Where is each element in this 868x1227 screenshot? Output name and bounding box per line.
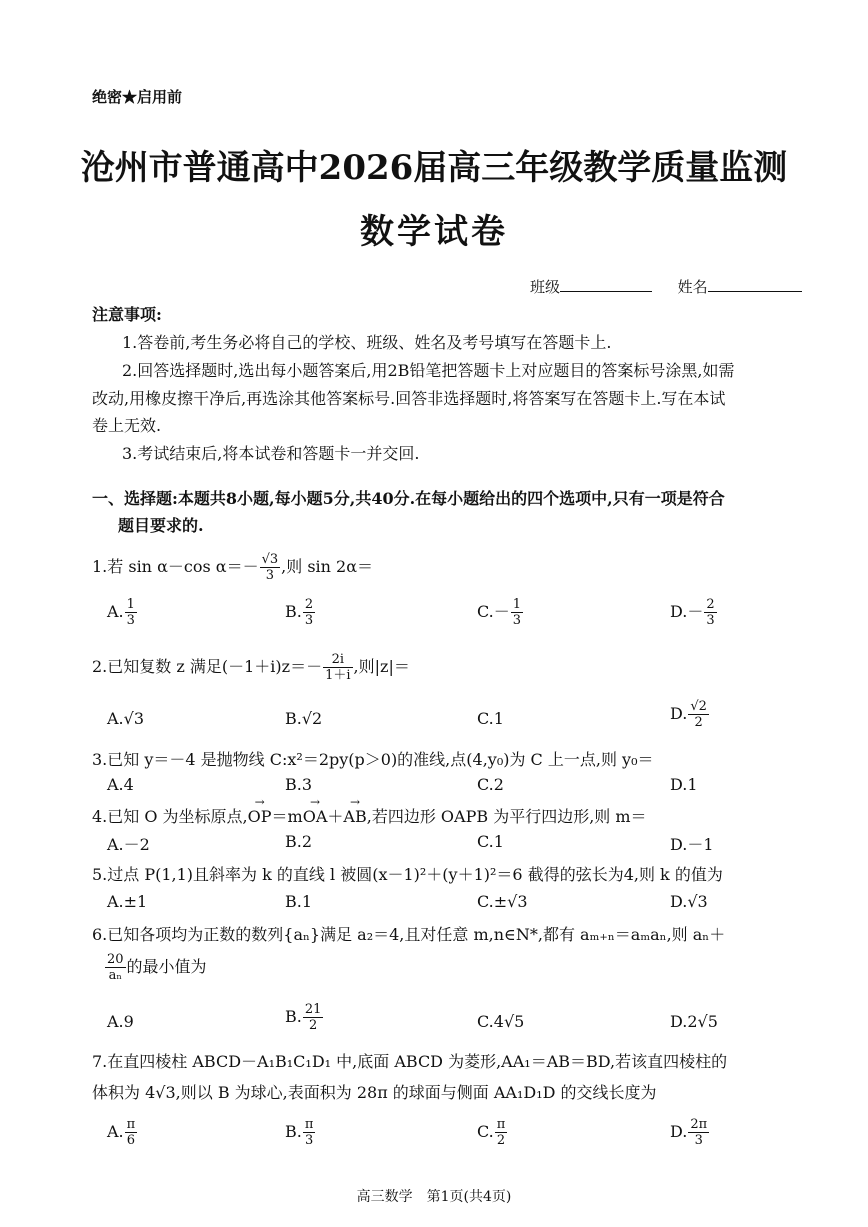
student-fields [530,276,802,297]
name-label: 姓名 [677,278,708,296]
question-3-option-d: D.1 [670,775,698,794]
question-4-stem: 4.已知 O 为坐标原点,→ OP＝m→ OA＋→ AB,若四边形 OAPB 为平行四边形,则 m＝ [92,804,647,827]
notice-item-3: 3.考试结束后,将本试卷和答题卡一并交回. [122,444,420,463]
notice-item-2-line1: 2.回答选择题时,选出每小题答案后,用2B铅笔把答题卡上对应题目的答案标号涂黑,如需 [122,361,735,380]
question-7-option-d: D. $\frac{2\pi}{3}$ [670,1117,708,1148]
question-6-option-b: B. $\frac{21}{2}$ [285,1002,322,1033]
question-2-stem: 2.已知复数 z 满足(－1＋i)z＝－ $\frac{2i}{1+i}$ ,则|z|＝ [92,652,410,683]
question-5-option-d: D.√3 [670,892,708,911]
question-3-option-c: C.2 [477,775,504,794]
question-2-option-a: A.√3 [107,709,145,728]
question-6-option-d: D.2√5 [670,1012,718,1031]
question-2-option-c: C.1 [477,709,504,728]
question-2-option-b: B.√2 [285,709,323,728]
question-3-option-b: B.3 [285,775,313,794]
question-7-stem-line1: 7.在直四棱柱 ABCD－A₁B₁C₁D₁ 中,底面 ABCD 为菱形,AA₁＝AB＝BD,若该直四棱柱的 [92,1052,728,1071]
question-4-option-a: A.－2 [107,835,150,854]
question-1-option-c: C.－ $\frac{1}{3}$ [477,597,522,628]
question-6-option-a: A.9 [107,1012,134,1031]
question-4-option-b: B.2 [285,832,313,851]
class-blank [560,277,652,292]
question-5-stem: 5.过点 P(1,1)且斜率为 k 的直线 l 被圆(x－1)²＋(y＋1)²＝6 截得的弦长为4,则 k 的值为 [92,865,723,884]
question-3-option-a: A.4 [107,775,134,794]
question-5-option-c: C.±√3 [477,892,528,911]
section-1-heading-cont: 题目要求的. [118,516,204,535]
question-5-option-b: B.1 [285,892,313,911]
section-1-heading: 一、选择题:本题共8小题,每小题5分,共40分.在每小题给出的四个选项中,只有一项是符合 [92,489,725,508]
name-blank [708,277,802,292]
question-1-option-a: A. $\frac{1}{3}$ [107,597,135,628]
question-3-stem: 3.已知 y＝－4 是抛物线 C:x²＝2py(p＞0)的准线,点(4,y₀)为 C 上一点,则 y₀＝ [92,750,654,769]
question-2-option-d: D. $\frac{√2}{2}$ [670,699,707,730]
question-4-option-c: C.1 [477,832,504,851]
page-footer: 高三数学 第1页(共4页) [356,1189,512,1205]
question-7-option-a: A. $\frac{\pi}{6}$ [107,1117,136,1148]
question-7-stem-line2: 体积为 4√3,则以 B 为球心,表面积为 28π 的球面与侧面 AA₁D₁D 的交线长度为 [92,1083,657,1102]
question-1-option-b: B. $\frac{2}{3}$ [285,597,314,628]
question-7-option-b: B. $\frac{\pi}{3}$ [285,1117,314,1148]
notice-heading: 注意事项: [92,305,162,324]
class-label: 班级 [530,278,561,296]
question-6-stem-line2: $\frac{20}{\text{aₙ}}$ 的最小值为 [107,952,207,983]
exam-title: 沧州市普通高中2026届高三年级教学质量监测 [80,148,788,188]
question-1-option-d: D.－ $\frac{2}{3}$ [670,597,715,628]
question-1-stem: 1.若 sin α－cos α＝－ $\frac{√3}{3}$ ,则 sin 2α＝ [92,552,374,583]
question-7-option-c: C. $\frac{\pi}{2}$ [477,1117,506,1148]
question-5-option-a: A.±1 [107,892,148,911]
notice-item-1: 1.答卷前,考生务必将自己的学校、班级、姓名及考号填写在答题卡上. [122,333,612,352]
confidential-label: 绝密★启用前 [92,88,183,106]
exam-subtitle: 数学试卷 [360,212,508,252]
notice-item-2-line3: 卷上无效. [92,416,162,435]
question-6-stem-line1: 6.已知各项均为正数的数列{aₙ}满足 a₂＝4,且对任意 m,n∈N*,都有 aₘ₊ₙ＝aₘaₙ,则 aₙ＋ [92,925,726,944]
notice-item-2-line2: 改动,用橡皮擦干净后,再选涂其他答案标号.回答非选择题时,将答案写在答题卡上.写在本试 [92,389,726,408]
question-6-option-c: C.4√5 [477,1012,525,1031]
question-4-option-d: D.－1 [670,835,714,854]
